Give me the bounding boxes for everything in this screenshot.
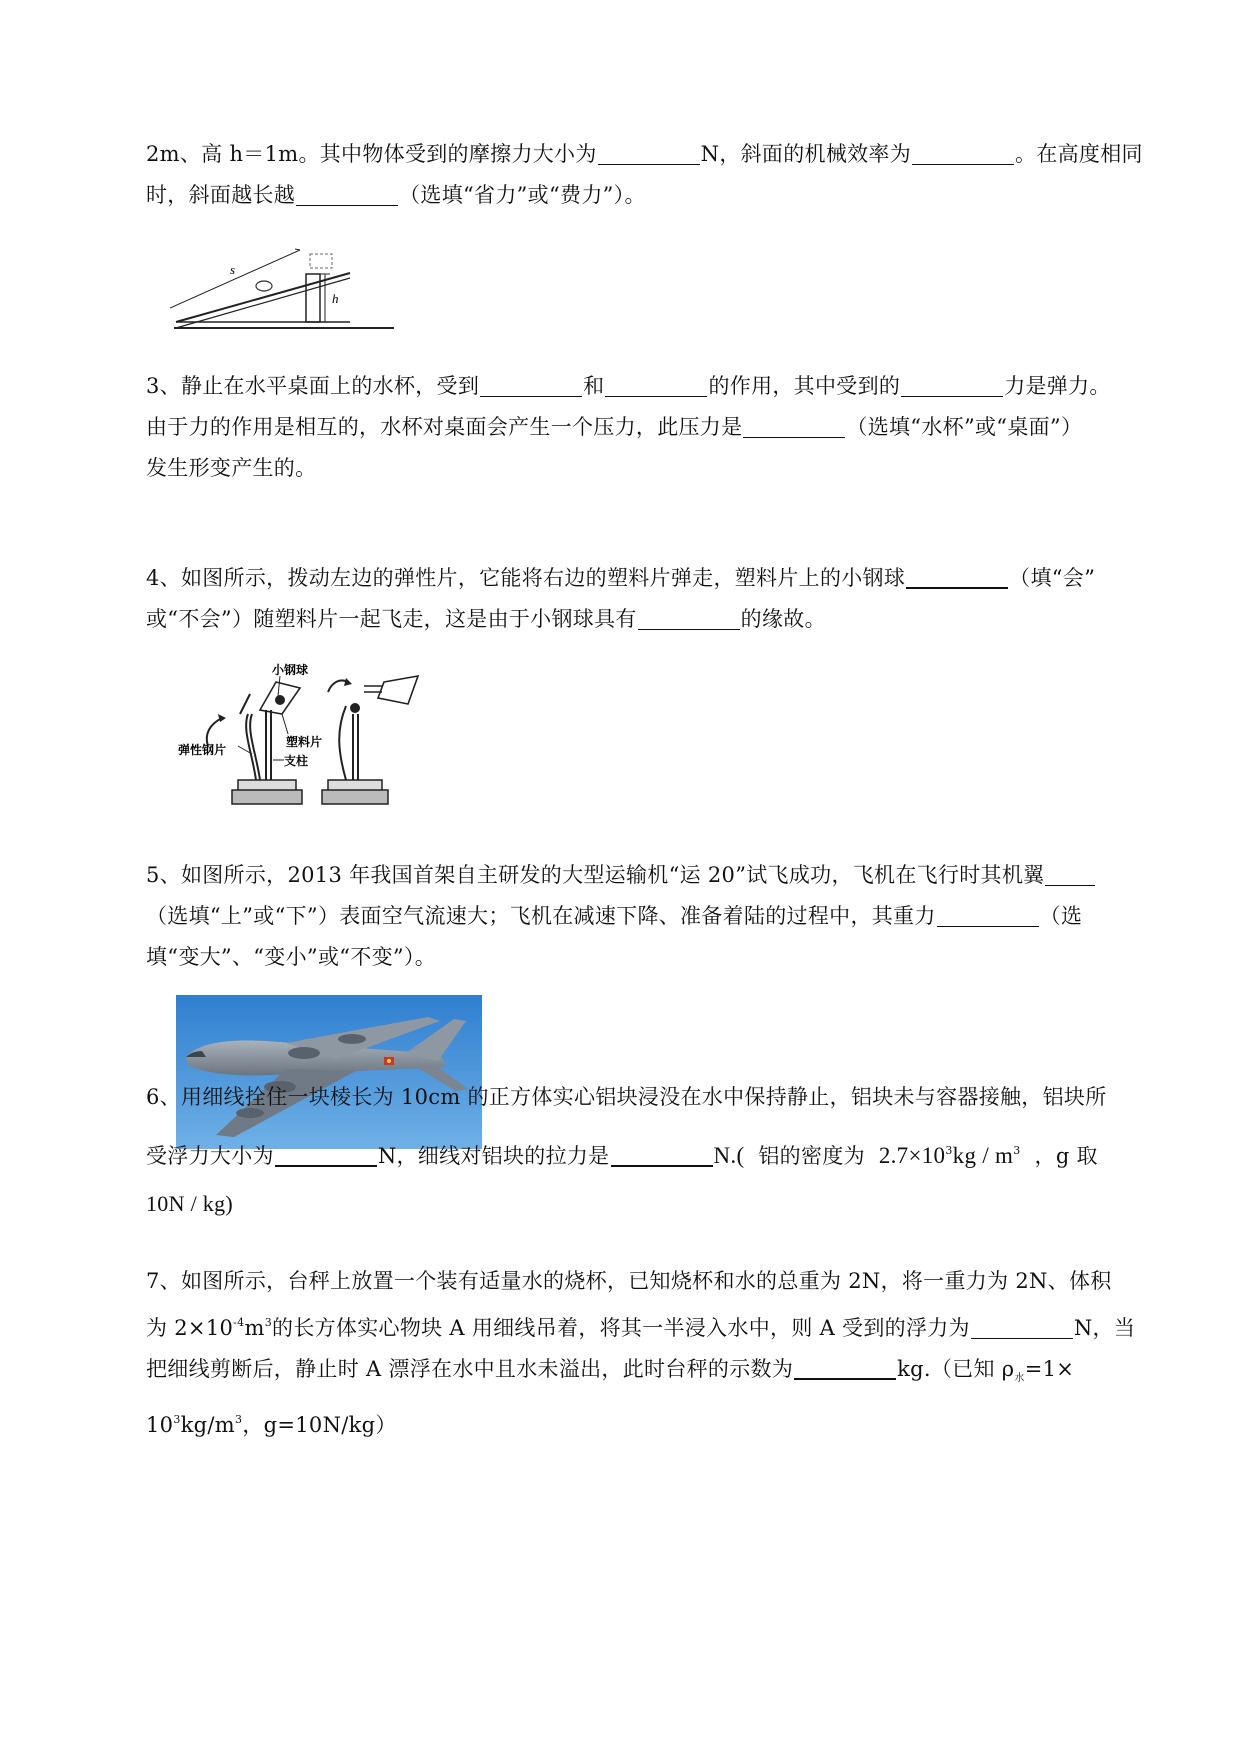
q7-line-4 <box>146 1399 1156 1446</box>
q7-text: kg.（已知 ρ <box>897 1357 1015 1381</box>
q7-text: 为 2×10 <box>146 1316 234 1340</box>
q4-line-1 <box>146 558 1156 599</box>
q2-text: 2m、高 h＝1m。其中物体受到的摩擦力大小为 <box>146 142 597 166</box>
answer-blank[interactable] <box>901 374 1003 397</box>
exponent: 3 <box>1013 1144 1021 1157</box>
q3-line-2 <box>146 407 1156 448</box>
question-5 <box>146 855 1156 978</box>
q2-text: 时，斜面越长越 <box>146 183 296 207</box>
question-3 <box>146 366 1156 489</box>
q3-line-3: 发生形变产生的。 <box>146 456 317 480</box>
q7-text: N，当 <box>1073 1316 1136 1340</box>
question-2 <box>146 134 1156 216</box>
q6-text: N，细线对铝块的拉力是 <box>377 1144 610 1168</box>
incline-figure <box>170 240 400 340</box>
answer-blank[interactable] <box>598 142 700 165</box>
density-value: 2.7×10 <box>878 1143 946 1168</box>
q4-text: （填“会” <box>1009 566 1096 590</box>
question-4 <box>146 558 1156 640</box>
q5-line-1 <box>146 855 1156 896</box>
answer-blank[interactable] <box>1045 863 1095 886</box>
answer-blank[interactable] <box>743 415 845 438</box>
exponent: 3 <box>235 1413 243 1426</box>
q2-line-1 <box>146 134 1156 175</box>
q7-text: =1× <box>1024 1357 1075 1381</box>
answer-blank[interactable] <box>794 1356 896 1380</box>
q6-line-1: 6、用细线拴住一块棱长为 10cm 的正方体实心铝块浸没在水中保持静止，铝块未与容器接触，铝块所 <box>146 1085 1107 1109</box>
ball-label: 小钢球 <box>272 663 309 677</box>
q3-text: 的作用，其中受到的 <box>708 374 901 398</box>
q2-text: N，斜面的机械效率为 <box>700 142 912 166</box>
answer-blank[interactable] <box>480 374 582 397</box>
q3-text: （选填“水杯”或“桌面”） <box>846 415 1083 439</box>
q7-line-3 <box>146 1349 1156 1399</box>
q7-text: 10 <box>146 1413 174 1437</box>
q3-text: 力是弹力。 <box>1004 374 1111 398</box>
answer-blank[interactable] <box>906 565 1008 589</box>
answer-blank[interactable] <box>611 1143 713 1167</box>
question-6 <box>146 1077 1156 1118</box>
transport-plane-photo <box>176 995 482 1149</box>
question-6-line-2 <box>146 1130 1156 1177</box>
q4-text: 或“不会”）随塑料片一起飞走，这是由于小钢球具有 <box>146 607 637 631</box>
q2-text: （选填“省力”或“费力”）。 <box>399 183 646 207</box>
q7-text: 把细线剪断后，静止时 A 漂浮在水中且水未溢出，此时台秤的示数为 <box>146 1357 794 1381</box>
q6-text: ，g 取 <box>1034 1144 1098 1168</box>
q3-line-1 <box>146 366 1156 407</box>
pillar-label: 支柱 <box>284 754 309 768</box>
q5-line-3: 填“变大”、“变小”或“不变”）。 <box>146 945 437 969</box>
spring-label: 弹性钢片 <box>178 743 227 757</box>
q5-text: （选 <box>1039 904 1083 928</box>
question-7 <box>146 1261 1156 1446</box>
q7-text: m <box>244 1316 265 1340</box>
q5-text: （选填“上”或“下”）表面空气流速大；飞机在减速下降、准备着陆的过程中，其重力 <box>146 904 936 928</box>
q2-text: 。在高度相同 <box>1015 142 1143 166</box>
q7-text: ，g=10N/kg） <box>242 1413 397 1437</box>
q3-text: 3、静止在水平桌面上的水杯，受到 <box>146 374 480 398</box>
q4-line-2 <box>146 599 1156 640</box>
q2-line-2 <box>146 175 1156 216</box>
q7-line-1: 7、如图所示，台秤上放置一个装有适量水的烧杯，已知烧杯和水的总重为 2N，将一重力为 2N、体积 <box>146 1269 1112 1293</box>
subscript: 水 <box>1014 1373 1025 1384</box>
answer-blank[interactable] <box>296 183 398 206</box>
q4-text: 的缘故。 <box>740 607 826 631</box>
answer-blank[interactable] <box>638 607 740 630</box>
q3-text: 和 <box>583 374 605 398</box>
exponent: 3 <box>173 1413 181 1426</box>
q7-line-2 <box>146 1302 1156 1349</box>
q4-text: 4、如图所示，拨动左边的弹性片，它能将右边的塑料片弹走，塑料片上的小钢球 <box>146 566 906 590</box>
height-label: h <box>332 291 339 306</box>
spring-steel-figure <box>178 662 448 822</box>
q3-text: 由于力的作用是相互的，水杯对桌面会产生一个压力，此压力是 <box>146 415 743 439</box>
plastic-label: 塑料片 <box>286 735 323 749</box>
density-unit: kg / m <box>952 1143 1014 1168</box>
length-label: s <box>230 262 236 277</box>
q7-text: 的长方体实心物块 A 用细线吊着，将其一半浸入水中，则 A 受到的浮力为 <box>272 1316 970 1340</box>
answer-blank[interactable] <box>275 1143 377 1167</box>
q5-text: 5、如图所示，2013 年我国首架自主研发的大型运输机“运 20”试飞成功，飞机在飞行时其机翼 <box>146 863 1045 887</box>
q6-text: 受浮力大小为 <box>146 1144 274 1168</box>
exponent: -4 <box>233 1316 245 1329</box>
q6-line-3: 10N / kg) <box>146 1191 234 1216</box>
q7-text: kg/m <box>180 1413 235 1437</box>
exponent: 3 <box>264 1316 273 1329</box>
q5-line-2 <box>146 896 1156 937</box>
q6-text: 铝的密度为 <box>758 1144 865 1168</box>
answer-blank[interactable] <box>912 142 1014 165</box>
answer-blank[interactable] <box>971 1316 1073 1339</box>
exponent: 3 <box>945 1144 953 1157</box>
answer-blank[interactable] <box>937 904 1039 927</box>
q6-text: N.( <box>713 1143 745 1168</box>
answer-blank[interactable] <box>605 374 707 397</box>
